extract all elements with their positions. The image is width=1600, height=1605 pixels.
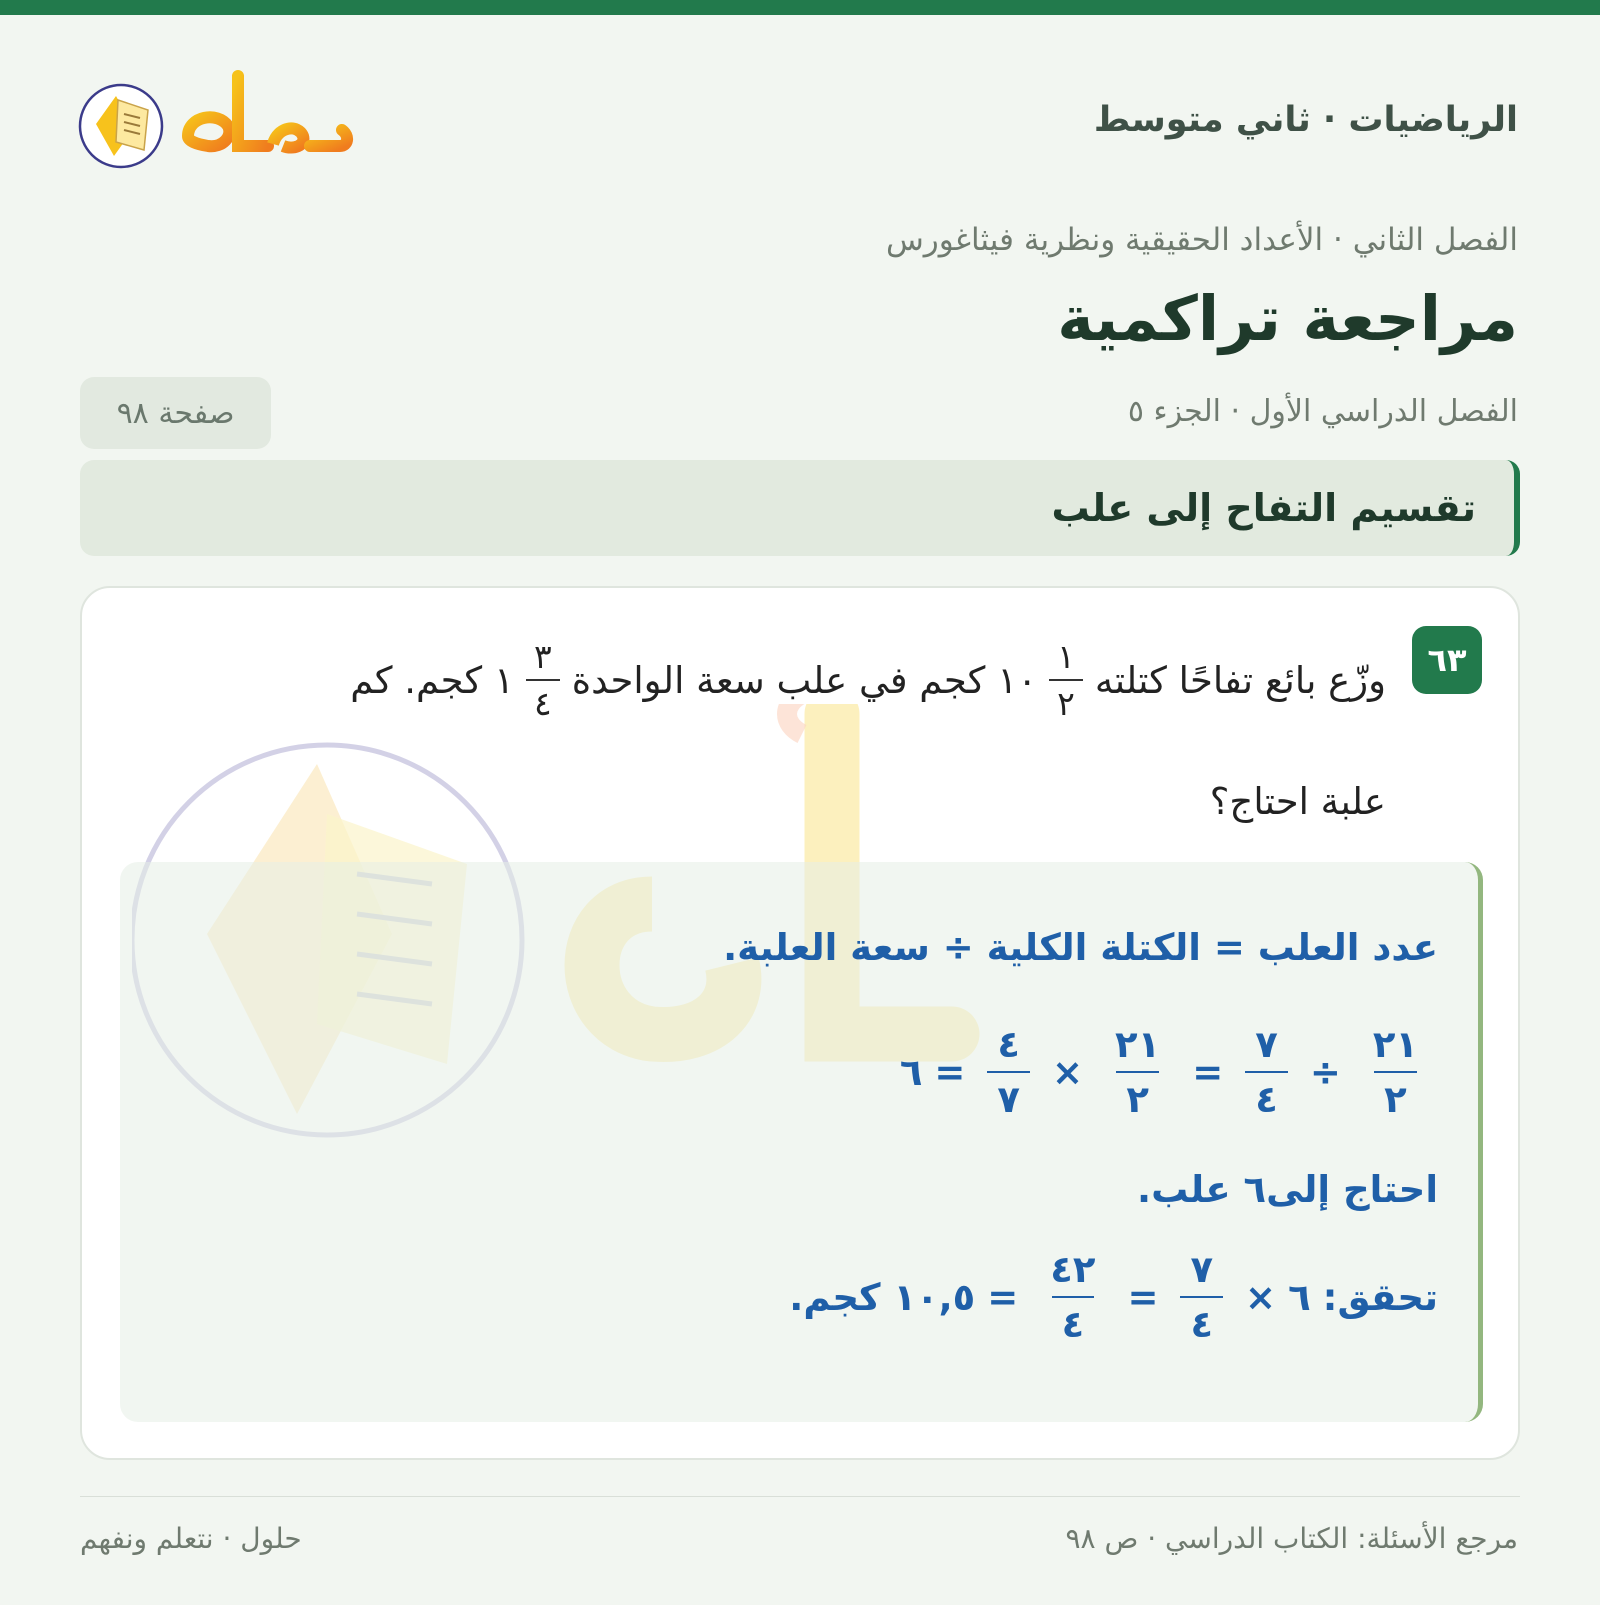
chapter-label: الفصل الثاني · الأعداد الحقيقية ونظرية فيثاغورس	[885, 222, 1518, 258]
answer-check	[789, 1242, 1438, 1352]
mass-fraction	[1049, 637, 1083, 723]
calc-fraction-4	[987, 1023, 1030, 1121]
hulul-logo[interactable]	[78, 66, 358, 176]
section-title: تقسيم التفاح إلى علب	[1051, 486, 1476, 530]
fraction-denominator: ٤	[1245, 1071, 1288, 1118]
calc-result: ٦	[899, 1050, 923, 1094]
fraction-numerator: ٢١	[1115, 1023, 1161, 1066]
footer-reference: مرجع الأسئلة: الكتاب الدراسي · ص ٩٨	[1065, 1522, 1518, 1555]
logo-mark	[78, 66, 358, 176]
fraction-numerator: ٧	[1255, 1023, 1278, 1066]
multiply-operator: ×	[1245, 1275, 1277, 1319]
section-header	[80, 460, 1520, 556]
fraction-numerator: ٧	[1190, 1248, 1214, 1291]
subject-label: الرياضيات · ثاني متوسط	[1093, 100, 1518, 140]
footer-brand: حلول · نتعلم ونفهم	[80, 1522, 302, 1555]
fraction-denominator: ٢	[1049, 679, 1083, 720]
fraction-denominator: ٤	[526, 679, 560, 720]
mass-whole-number: ١٠	[997, 658, 1038, 702]
equals-operator: =	[987, 1275, 1019, 1319]
semester-label: الفصل الدراسي الأول · الجزء ٥	[1127, 394, 1518, 429]
check-fraction-2	[1040, 1248, 1105, 1346]
fraction-numerator: ٣	[533, 637, 552, 676]
page-title: مراجعة تراكمية	[1057, 282, 1518, 355]
fraction-numerator: ١	[1057, 637, 1075, 676]
check-fraction-1	[1180, 1248, 1223, 1346]
question-number-badge: ٦٣	[1412, 626, 1482, 694]
equals-operator: =	[1192, 1050, 1224, 1094]
answer-conclusion: احتاج إلى٦ علب.	[1137, 1167, 1438, 1211]
calc-fraction-3	[1105, 1023, 1170, 1121]
fraction-denominator: ٢	[1374, 1071, 1417, 1118]
fraction-denominator: ٧	[987, 1071, 1030, 1118]
top-accent-bar	[0, 0, 1600, 15]
footer-divider	[80, 1496, 1520, 1497]
fraction-numerator: ٤٢	[1050, 1248, 1096, 1291]
question-text-mid: كجم في علب سعة الواحدة	[571, 658, 986, 702]
fraction-numerator: ٢١	[1372, 1023, 1418, 1066]
question-text-start: وزّع بائع تفاحًا كتلته	[1094, 658, 1386, 702]
check-result: ١٠,٥ كجم.	[789, 1275, 976, 1319]
calc-fraction-1	[1363, 1023, 1428, 1121]
fraction-denominator: ٤	[1180, 1296, 1223, 1343]
question-text-line-2: علبة احتاج؟	[1209, 779, 1386, 823]
answer-rule: عدد العلب = الكتلة الكلية ÷ سعة العلبة.	[723, 925, 1438, 969]
calc-fraction-2	[1245, 1023, 1288, 1121]
divide-operator: ÷	[1309, 1050, 1341, 1094]
equals-operator: =	[934, 1050, 966, 1094]
check-factor: ٦	[1288, 1275, 1311, 1319]
check-label: تحقق:	[1322, 1275, 1438, 1319]
fraction-denominator: ٤	[1052, 1296, 1095, 1343]
fraction-numerator: ٤	[997, 1023, 1021, 1066]
answer-calculation	[900, 1017, 1438, 1127]
question-card	[80, 586, 1520, 1460]
capacity-whole-number: ١	[494, 658, 514, 702]
answer-box	[120, 862, 1483, 1422]
multiply-operator: ×	[1052, 1050, 1084, 1094]
page-number-badge: صفحة ٩٨	[80, 377, 271, 449]
fraction-denominator: ٢	[1116, 1071, 1159, 1118]
equals-operator: =	[1127, 1275, 1159, 1319]
question-text-line-1	[350, 637, 1386, 723]
capacity-fraction	[526, 637, 560, 723]
question-text-end: كجم. كم	[350, 658, 483, 702]
